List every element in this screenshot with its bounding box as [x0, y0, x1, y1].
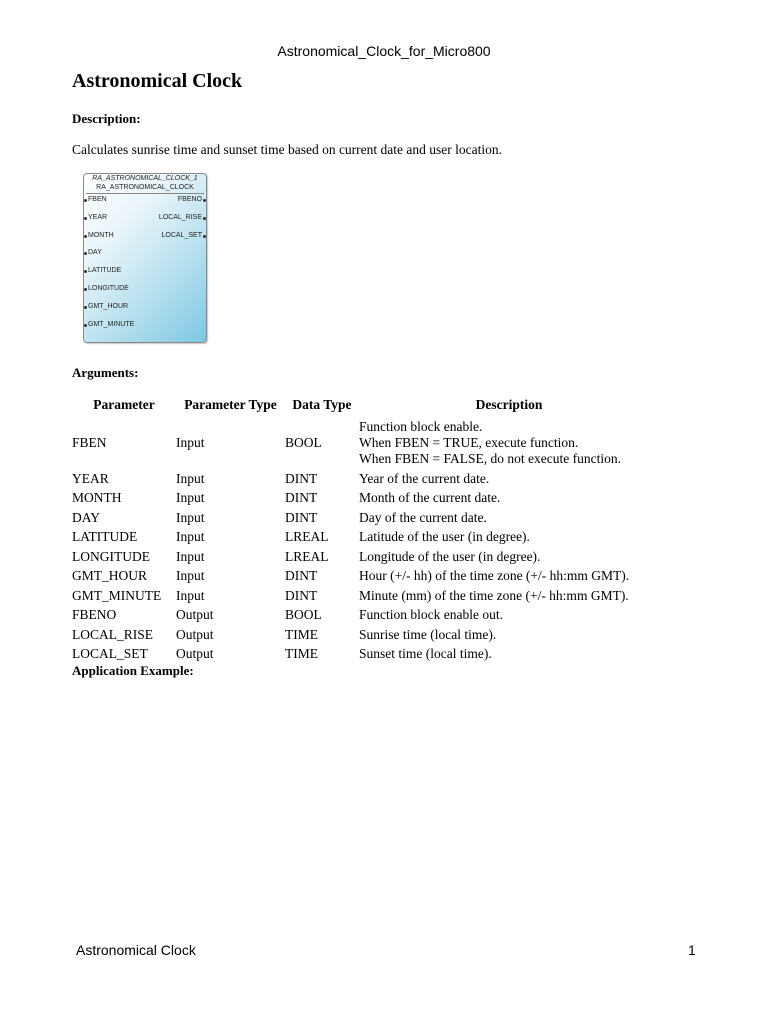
fb-divider: [86, 193, 204, 194]
fb-instance-name: RA_ASTRONOMICAL_CLOCK_1: [92, 175, 198, 182]
table-row: [72, 528, 659, 548]
header-data-type: Data Type: [292, 397, 352, 412]
cell-parameter: FBEN: [72, 435, 107, 450]
fb-input-pin: [88, 196, 107, 203]
cell-description: [359, 417, 659, 469]
cell-parameter-type: Output: [176, 626, 214, 642]
fb-pin-label: FBEN: [88, 196, 107, 203]
cell-description: [359, 567, 659, 587]
header-description: Description: [475, 397, 543, 412]
fb-input-pin: [88, 321, 134, 328]
cell-parameter: LATITUDE: [72, 529, 138, 545]
description-line: Sunrise time (local time).: [359, 626, 497, 642]
cell-data-type: BOOL: [285, 435, 322, 450]
page-title: Astronomical Clock: [72, 70, 243, 92]
table-row: [72, 417, 659, 469]
cell-parameter: LONGITUDE: [72, 548, 150, 564]
function-block-diagram: [83, 173, 207, 343]
table-row: [72, 508, 659, 528]
description-line: Day of the current date.: [359, 509, 487, 525]
fb-output-pin: [159, 214, 202, 221]
fb-pin-label: LOCAL_SET: [161, 231, 202, 239]
footer-title: Astronomical Clock: [76, 942, 196, 958]
description-heading: Description:: [72, 111, 141, 126]
cell-parameter-type: Input: [176, 548, 205, 564]
fb-pin-label: DAY: [88, 249, 102, 257]
cell-parameter: GMT_HOUR: [72, 568, 148, 584]
header-parameter-type: Parameter Type: [184, 397, 277, 412]
pin-connector-icon: [84, 270, 87, 273]
fb-pin-label: GMT_MINUTE: [88, 320, 135, 328]
cell-parameter: YEAR: [72, 470, 109, 486]
fb-pin-label: FBENO: [177, 196, 202, 203]
cell-parameter: LOCAL_RISE: [72, 626, 153, 642]
fb-input-pin: [88, 303, 128, 310]
cell-parameter-type: Output: [176, 607, 214, 623]
cell-data-type: LREAL: [285, 548, 329, 564]
pin-connector-icon: [84, 199, 87, 202]
pin-connector-icon: [84, 235, 87, 238]
cell-data-type: DINT: [285, 470, 318, 486]
pin-connector-icon: [203, 199, 206, 202]
table-row: [72, 469, 659, 489]
description-line: Year of the current date.: [359, 470, 490, 486]
header-parameter: Parameter: [93, 397, 155, 412]
table-row: [72, 625, 659, 645]
pin-connector-icon: [203, 217, 206, 220]
cell-description: [359, 547, 659, 567]
cell-parameter-type: Input: [176, 470, 205, 486]
description-line: When FBEN = TRUE, execute function.: [359, 435, 579, 450]
cell-parameter-type: Input: [176, 435, 205, 450]
cell-data-type: TIME: [285, 626, 318, 642]
cell-description: [359, 625, 659, 645]
cell-data-type: TIME: [285, 646, 318, 662]
table-header-row: [72, 397, 659, 417]
cell-parameter: DAY: [72, 509, 101, 525]
fb-pin-label: GMT_HOUR: [88, 302, 129, 310]
description-text: Calculates sunrise time and sunset time based on current date and user location.: [72, 142, 502, 157]
pin-connector-icon: [84, 217, 87, 220]
description-line: Function block enable.: [359, 419, 483, 434]
fb-pin-label: LOCAL_RISE: [158, 213, 202, 221]
arguments-table-body: [72, 417, 659, 664]
pin-connector-icon: [203, 235, 206, 238]
cell-description: [359, 508, 659, 528]
fb-output-pin: [162, 232, 202, 239]
cell-description: [359, 606, 659, 626]
cell-description: [359, 528, 659, 548]
cell-data-type: DINT: [285, 587, 318, 603]
description-line: Minute (mm) of the time zone (+/- hh:mm GMT).: [359, 587, 629, 603]
cell-parameter-type: Input: [176, 490, 205, 506]
cell-data-type: DINT: [285, 490, 318, 506]
table-row: [72, 645, 659, 665]
description-line: Longitude of the user (in degree).: [359, 548, 541, 564]
fb-pin-label: YEAR: [88, 213, 108, 221]
fb-pin-label: LATITUDE: [88, 267, 122, 275]
cell-parameter-type: Output: [176, 646, 214, 662]
pin-connector-icon: [84, 324, 87, 327]
table-row: [72, 606, 659, 626]
description-line: Month of the current date.: [359, 490, 501, 506]
pin-connector-icon: [84, 306, 87, 309]
page-number: 1: [688, 942, 696, 958]
arguments-table: [72, 397, 659, 664]
pin-connector-icon: [84, 252, 87, 255]
fb-input-pin: [88, 214, 107, 221]
application-example-heading: Application Example:: [72, 663, 194, 678]
description-line: Function block enable out.: [359, 607, 503, 623]
cell-description: [359, 645, 659, 665]
fb-input-pin: [88, 249, 102, 256]
arguments-heading: Arguments:: [72, 365, 139, 380]
cell-parameter-type: Input: [176, 529, 205, 545]
running-header: Astronomical_Clock_for_Micro800: [277, 43, 491, 59]
cell-data-type: BOOL: [285, 607, 322, 623]
fb-input-pin: [88, 232, 114, 239]
cell-parameter: MONTH: [72, 490, 122, 506]
description-line: Latitude of the user (in degree).: [359, 529, 530, 545]
description-line: Hour (+/- hh) of the time zone (+/- hh:mm GMT).: [359, 568, 630, 584]
fb-input-pin: [88, 267, 121, 274]
table-row: [72, 567, 659, 587]
cell-data-type: DINT: [285, 568, 318, 584]
cell-description: [359, 489, 659, 509]
cell-parameter: LOCAL_SET: [72, 646, 148, 662]
cell-description: [359, 469, 659, 489]
cell-parameter: FBENO: [72, 607, 117, 623]
fb-output-pin: [178, 196, 202, 203]
cell-parameter: GMT_MINUTE: [72, 587, 162, 603]
cell-data-type: LREAL: [285, 529, 329, 545]
cell-parameter-type: Input: [176, 509, 205, 525]
table-row: [72, 586, 659, 606]
fb-input-pin: [88, 285, 129, 292]
table-row: [72, 547, 659, 567]
fb-pin-label: LONGITUDE: [88, 285, 129, 292]
description-line: When FBEN = FALSE, do not execute function.: [359, 451, 621, 466]
description-line: Sunset time (local time).: [359, 646, 492, 662]
cell-parameter-type: Input: [176, 568, 205, 584]
cell-description: [359, 586, 659, 606]
fb-pin-label: MONTH: [88, 231, 114, 239]
pin-connector-icon: [84, 288, 87, 291]
fb-type-name: RA_ASTRONOMICAL_CLOCK: [96, 184, 194, 191]
cell-data-type: DINT: [285, 509, 318, 525]
table-row: [72, 489, 659, 509]
cell-parameter-type: Input: [176, 587, 205, 603]
